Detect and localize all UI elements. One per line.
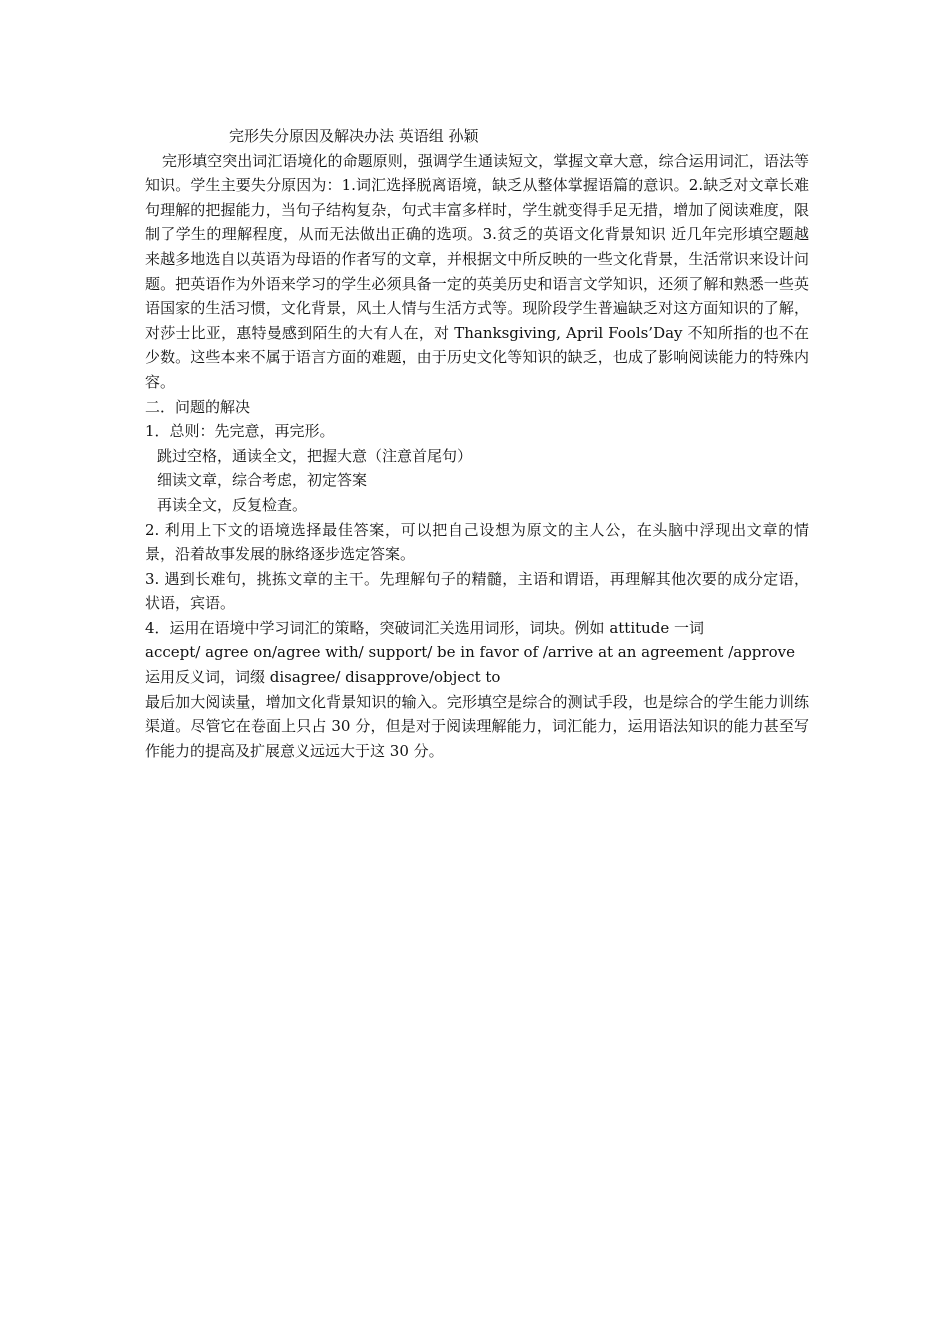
section-heading: 二．问题的解决: [145, 397, 251, 416]
point-4-antonyms: 运用反义词，词缀 disagree/ disapprove/object to: [145, 668, 501, 687]
conclusion-paragraph: 最后加大阅读量，增加文化背景知识的输入。完形填空是综合的测试手段，也是综合的学生能力训练渠道。尽管它在卷面上只占 30 分，但是对于阅读理解能力，词汇能力，运用语法知识的能力甚至写作能力的提高及扩展意义远远大于这 30 分。: [145, 692, 809, 760]
point-4: 4．运用在语境中学习词汇的策略，突破词汇关选用词形，词块。例如 attitude 一词: [145, 618, 705, 637]
document-title: 完形失分原因及解决办法 英语组 孙颖: [229, 127, 479, 145]
point-2: 2. 利用上下文的语境选择最佳答案，可以把自己设想为原文的主人公，在头脑中浮现出文章的情景，沿着故事发展的脉络逐步选定答案。: [145, 520, 809, 564]
point-1-step: 细读文章，综合考虑，初定答案: [157, 471, 368, 490]
document-body: [145, 124, 809, 763]
intro-paragraph: 完形填空突出词汇语境化的命题原则，强调学生通读短文，掌握文章大意，综合运用词汇，语法等知识。学生主要失分原因为：1.词汇选择脱离语境，缺乏从整体掌握语篇的意识。2.缺乏对文章长难句理解的把握能力，当句子结构复杂，句式丰富多样时，学生就变得手足无措，增加了阅读难度，限制了学生的理解程度，从而无法做出正确的选项。3.贫乏的英语文化背景知识 近几年完形填空题越来越多地选自以英语为母语的作者写的文章，并根据文中所反映的一些文化背景，生活常识来设计问题。把英语作为外语来学习的学生必须具备一定的英美历史和语言文学知识，还须了解和熟悉一些英语国家的生活习惯，文化背景，风土人情与生活方式等。现阶段学生普遍缺乏对这方面知识的了解，对莎士比亚，惠特曼感到陌生的大有人在，对 Thanksgiving, April Fools’Day 不知所指的也不在少数。这些本来不属于语言方面的难题，由于历史文化等知识的缺乏，也成了影响阅读能力的特殊内容。: [145, 151, 809, 391]
point-1: 1．总则：先完意，再完形。: [145, 422, 335, 441]
point-1-step: 再读全文，反复检查。: [157, 495, 308, 514]
point-3: 3. 遇到长难句，挑拣文章的主干。先理解句子的精髓，主语和谓语，再理解其他次要的成分定语，状语，宾语。: [145, 569, 809, 613]
point-1-step: 跳过空格，通读全文，把握大意（注意首尾句）: [157, 446, 473, 465]
point-4-example: accept/ agree on/agree with/ support/ be in favor of /arrive at an agreement /approve: [145, 643, 795, 662]
